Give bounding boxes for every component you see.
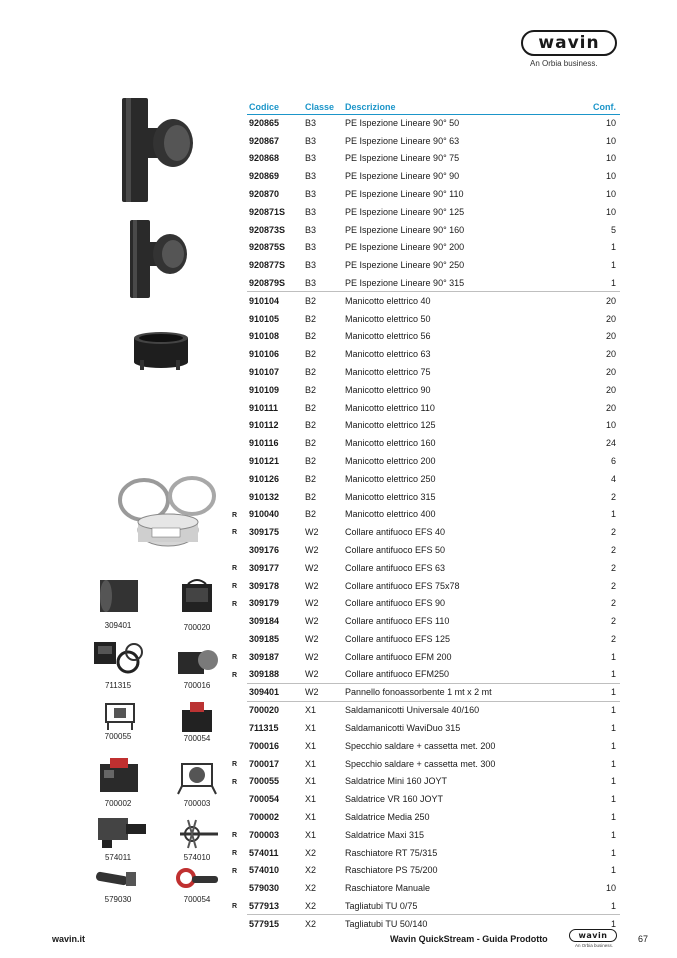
footer-guide-title: Wavin QuickStream - Guida Prodotto [390, 934, 548, 944]
table-row [247, 167, 620, 185]
cell-code: 309178 [249, 580, 280, 591]
cell-description: Raschiatore RT 75/315 [345, 847, 438, 858]
table-row [247, 684, 620, 702]
cell-class: W2 [305, 545, 319, 556]
cell-class: W2 [303, 684, 343, 702]
scraper-rt-image [96, 812, 148, 852]
table-row [247, 239, 620, 257]
cell-class: X1 [303, 701, 343, 719]
cell-description: Tagliatubi TU 0/75 [345, 900, 418, 911]
table-row [247, 506, 620, 524]
cell-class: X2 [305, 847, 317, 858]
waviduo-welder-image [90, 638, 146, 678]
footer-logo [569, 929, 617, 942]
cell-description: PE Ispezione Lineare 90° 125 [345, 206, 465, 217]
table-row [247, 150, 620, 168]
cell-class: X1 [305, 794, 317, 805]
cell-conf: 1 [610, 669, 616, 680]
table-header [247, 102, 620, 114]
cell-class: W2 [305, 634, 319, 644]
cell-description: Manicotto elettrico 63 [345, 349, 431, 360]
cell-code: 910107 [249, 367, 280, 378]
cell-description: Saldatrice Maxi 315 [345, 829, 425, 840]
cell-conf: 20 [605, 331, 616, 342]
vr-welder-image [180, 700, 214, 734]
cell-conf: 10 [605, 883, 616, 894]
caption-700054-b: 700054 [183, 895, 211, 904]
cell-description: Saldamanicotti Universale 40/160 [343, 701, 573, 719]
table-row [247, 630, 620, 648]
cell-code: 574010 [249, 865, 280, 876]
header-description: Descrizione [343, 102, 573, 114]
table-row [247, 772, 620, 790]
cell-conf: 1 [610, 776, 616, 787]
cell-class: B2 [305, 349, 317, 360]
cell-conf: 4 [610, 473, 616, 484]
cell-code: 711315 [249, 722, 279, 733]
cell-conf: 2 [610, 562, 616, 573]
table-row [247, 185, 620, 203]
cell-description: Saldatrice VR 160 JOYT [345, 794, 444, 805]
cell-description: Collare antifuoco EFS 63 [345, 562, 446, 573]
caption-574011: 574011 [104, 853, 132, 862]
cell-conf: 5 [610, 224, 616, 235]
cell-code: 910108 [249, 331, 280, 342]
cell-class: B2 [305, 313, 317, 324]
cell-description: PE Ispezione Lineare 90° 63 [345, 135, 460, 146]
cell-description: Tagliatubi TU 50/140 [343, 915, 573, 933]
revision-mark: R [232, 654, 238, 661]
revision-mark: R [232, 600, 238, 608]
table-row [247, 221, 620, 239]
wavin-logo [521, 30, 617, 56]
cell-code: 577915 [247, 915, 303, 933]
pipe-cutter-image [174, 866, 220, 892]
cell-code: 309175 [249, 527, 280, 538]
cell-code: 309401 [247, 684, 303, 702]
coupler-welder-image [176, 576, 218, 618]
cell-description: Collare antifuoco EFM250 [345, 669, 450, 680]
cell-class: B2 [305, 402, 317, 413]
table-row [247, 488, 620, 506]
cell-description: Manicotto elettrico 40 [343, 292, 573, 310]
caption-574010: 574010 [183, 853, 211, 862]
cell-description: Manicotto elettrico 315 [345, 491, 436, 502]
cell-conf: 10 [605, 118, 616, 129]
product-table [247, 102, 620, 933]
cell-description: Manicotto elettrico 56 [345, 331, 431, 342]
cell-description: Manicotto elettrico 400 [345, 509, 436, 520]
cell-conf: 1 [610, 509, 616, 520]
revision-mark: R [232, 565, 238, 572]
cell-conf: 10 [605, 135, 616, 146]
inspection-tee-image [118, 98, 198, 202]
cell-class: B3 [305, 189, 317, 200]
table-row [247, 755, 620, 773]
cell-conf: 1 [610, 811, 616, 822]
revision-mark: R [232, 867, 238, 875]
cell-conf: 20 [605, 349, 616, 360]
cell-description: Collare antifuoco EFS 90 [345, 598, 446, 609]
cell-code: 920865 [249, 118, 280, 129]
caption-579030: 579030 [104, 895, 132, 904]
cell-conf: 10 [605, 153, 616, 164]
cell-code: 700002 [249, 811, 280, 822]
cell-class: X1 [305, 758, 317, 769]
cell-class: W2 [305, 616, 319, 627]
cell-conf: 1 [610, 260, 616, 271]
cell-code: 910105 [249, 313, 280, 324]
table-row [247, 274, 620, 292]
table-row [247, 345, 620, 363]
cell-code: 910112 [249, 420, 279, 431]
cell-description: Saldatrice Mini 160 JOYT [345, 776, 448, 787]
inspection-tee-small-image [126, 220, 192, 298]
cell-description: Collare antifuoco EFS 110 [345, 616, 450, 627]
table-row [247, 541, 620, 559]
mini-welder-image [102, 700, 138, 732]
cell-class: X1 [305, 776, 317, 787]
table-row [247, 310, 620, 328]
caption-700055: 700055 [104, 732, 132, 741]
caption-711315: 711315 [104, 681, 132, 690]
cell-class: X1 [305, 722, 317, 733]
caption-700016: 700016 [183, 681, 211, 690]
cell-description: Collare antifuoco EFS 125 [345, 634, 451, 644]
table-row [247, 790, 620, 808]
cell-code: 309185 [249, 634, 280, 644]
table-row [247, 434, 620, 452]
cell-description: PE Ispezione Lineare 90° 250 [345, 260, 465, 271]
cell-code: 910104 [247, 292, 303, 310]
cell-code: 700055 [249, 776, 280, 787]
cell-conf: 1 [610, 740, 616, 751]
cell-conf: 20 [605, 402, 616, 413]
table-row [247, 523, 620, 541]
cell-conf: 10 [605, 206, 616, 217]
cell-code: 910126 [249, 473, 280, 484]
cell-class: W2 [305, 651, 319, 662]
cell-description: Saldatrice Media 250 [345, 811, 430, 822]
cell-description: Specchio saldare + cassetta met. 300 [345, 758, 496, 769]
revision-mark: R [232, 760, 238, 768]
cell-class: B3 [305, 153, 317, 164]
cell-conf: 1 [610, 829, 616, 840]
cell-code: 910109 [249, 384, 280, 395]
cell-code: 309184 [249, 616, 280, 627]
table-row [247, 844, 620, 862]
cell-code: 700017 [249, 758, 280, 769]
revision-mark: R [232, 671, 238, 679]
cell-code: 700020 [247, 701, 303, 719]
logo-text: wavin [538, 33, 600, 53]
cell-description: Manicotto elettrico 250 [345, 473, 436, 484]
cell-code: 309188 [249, 669, 280, 680]
cell-class: W2 [305, 527, 319, 538]
footer-logo-tagline: An Orbia business. [575, 943, 614, 948]
cell-class: B2 [305, 367, 317, 378]
cell-class: B3 [305, 206, 317, 217]
cell-class: B2 [305, 331, 317, 342]
caption-700003: 700003 [183, 799, 211, 808]
maxi-welder-image [176, 758, 218, 796]
electro-coupler-image [128, 330, 194, 376]
cell-conf: 10 [605, 171, 616, 182]
cell-description: Manicotto elettrico 110 [345, 402, 435, 413]
acoustic-panel-image [98, 576, 142, 616]
table-row [247, 292, 620, 310]
cell-class: W2 [305, 580, 319, 591]
cell-class: B3 [305, 242, 317, 253]
table-row [247, 595, 620, 613]
table-row [247, 399, 620, 417]
cell-class: B3 [305, 224, 317, 235]
cell-description: Collare antifuoco EFS 75x78 [345, 580, 460, 591]
table-row [247, 417, 620, 435]
cell-class: B3 [305, 171, 317, 182]
cell-conf: 1 [610, 865, 616, 876]
table-row [247, 648, 620, 666]
cell-class: B2 [303, 292, 343, 310]
cell-code: 910121 [249, 456, 280, 467]
page-number: 67 [638, 934, 649, 944]
table-row [247, 826, 620, 844]
cell-description: Saldamanicotti WaviDuo 315 [345, 722, 461, 733]
cell-conf: 2 [610, 598, 616, 609]
cell-class: B3 [305, 135, 317, 146]
cell-conf: 2 [610, 634, 616, 644]
revision-mark: R [232, 832, 238, 839]
cell-class: X2 [303, 915, 343, 933]
cell-conf: 2 [610, 616, 616, 627]
cell-code: 579030 [249, 883, 280, 894]
table-row [247, 559, 620, 577]
cell-class: B3 [305, 277, 317, 288]
table-row [247, 256, 620, 274]
cell-class: B2 [305, 491, 317, 502]
table-row [247, 701, 620, 719]
cell-description: Collare antifuoco EFS 40 [345, 527, 446, 538]
scraper-ps-image [176, 816, 222, 852]
cell-conf: 24 [605, 438, 616, 449]
table-row [247, 363, 620, 381]
cell-conf: 20 [605, 384, 616, 395]
cell-code: 309177 [249, 562, 280, 573]
cell-class: X1 [305, 740, 317, 751]
cell-description: PE Ispezione Lineare 90° 90 [345, 171, 460, 182]
cell-class: B2 [305, 384, 317, 395]
caption-700020: 700020 [183, 623, 211, 632]
cell-class: X2 [305, 883, 317, 894]
cell-class: B2 [305, 420, 317, 431]
cell-description: Manicotto elettrico 160 [345, 438, 436, 449]
table-row [247, 452, 620, 470]
cell-description: PE Ispezione Lineare 90° 75 [345, 153, 460, 164]
welding-mirror-image [176, 646, 220, 678]
logo-tagline: An Orbia business. [530, 59, 598, 68]
cell-conf: 1 [573, 915, 620, 933]
cell-conf: 1 [610, 758, 616, 769]
table-row [247, 203, 620, 221]
cell-code: 920867 [249, 135, 280, 146]
cell-conf: 10 [605, 420, 616, 431]
caption-309401: 309401 [104, 621, 132, 630]
cell-code: 920877S [249, 260, 286, 271]
caption-700054-a: 700054 [183, 734, 211, 743]
cell-class: B3 [305, 260, 317, 271]
cell-conf: 1 [610, 242, 616, 253]
table-row [247, 328, 620, 346]
cell-conf: 2 [610, 491, 616, 502]
cell-class: W2 [305, 598, 319, 609]
cell-code: 920873S [249, 224, 286, 235]
cell-code: 309176 [249, 545, 280, 556]
table-row [247, 132, 620, 150]
cell-description: Collare antifuoco EFS 50 [345, 545, 446, 556]
cell-conf: 1 [610, 277, 616, 288]
cell-description: PE Ispezione Lineare 90° 50 [345, 118, 460, 129]
cell-class: X1 [305, 811, 317, 822]
cell-conf: 20 [573, 292, 620, 310]
cell-conf: 1 [573, 684, 620, 702]
cell-code: 700003 [249, 829, 280, 840]
cell-conf: 2 [610, 545, 616, 556]
cell-class: B2 [305, 473, 317, 484]
cell-code: 920870 [249, 189, 280, 200]
cell-description: PE Ispezione Lineare 90° 110 [345, 189, 464, 200]
cell-code: 309179 [249, 598, 280, 609]
table-row [247, 666, 620, 684]
table-row [247, 808, 620, 826]
cell-class: W2 [305, 669, 319, 680]
table-row [247, 381, 620, 399]
cell-code: 920871S [249, 206, 286, 217]
cell-conf: 1 [573, 701, 620, 719]
cell-description: Pannello fonoassorbente 1 mt x 2 mt [343, 684, 573, 702]
header-class: Classe [303, 102, 343, 114]
footer-website[interactable]: wavin.it [52, 934, 86, 944]
table-row [247, 897, 620, 915]
cell-code: 920879S [249, 277, 286, 288]
cell-description: PE Ispezione Lineare 90° 200 [345, 242, 465, 253]
cell-class: X2 [305, 900, 317, 911]
cell-conf: 1 [610, 847, 616, 858]
cell-code: 910106 [249, 349, 280, 360]
table-row [247, 737, 620, 755]
table-row [247, 470, 620, 488]
cell-description: Raschiatore Manuale [345, 883, 431, 894]
cell-description: PE Ispezione Lineare 90° 160 [345, 224, 465, 235]
cell-code: 920869 [249, 171, 280, 182]
cell-description: Manicotto elettrico 200 [345, 456, 436, 467]
caption-700002: 700002 [104, 799, 132, 808]
cell-description: Manicotto elettrico 125 [345, 420, 436, 431]
header-code: Codice [247, 102, 303, 114]
table-row [247, 915, 620, 933]
revision-mark: R [232, 529, 238, 537]
cell-description: Manicotto elettrico 50 [345, 313, 431, 324]
cell-conf: 20 [605, 313, 616, 324]
cell-code: 920868 [249, 153, 280, 164]
cell-class: W2 [305, 562, 319, 573]
revision-mark: R [232, 582, 238, 590]
cell-class: B2 [305, 456, 317, 467]
cell-description: Manicotto elettrico 90 [345, 384, 431, 395]
table-row [247, 612, 620, 630]
cell-code: 910040 [249, 509, 280, 520]
cell-description: PE Ispezione Lineare 90° 315 [345, 277, 465, 288]
cell-class: B2 [305, 509, 317, 520]
cell-description: Manicotto elettrico 75 [345, 367, 431, 378]
cell-conf: 2 [610, 580, 616, 591]
cell-description: Specchio saldare + cassetta met. 200 [345, 740, 496, 751]
cell-code: 700054 [249, 794, 280, 805]
revision-mark: R [232, 511, 238, 519]
cell-class: B3 [305, 118, 317, 129]
cell-class: X2 [305, 865, 317, 876]
fire-collar-image [116, 472, 220, 552]
cell-conf: 1 [610, 651, 616, 662]
cell-conf: 6 [610, 456, 616, 467]
cell-class: B2 [305, 438, 317, 449]
cell-code: 910132 [249, 491, 280, 502]
cell-code: 700016 [249, 740, 280, 751]
table-row [247, 719, 620, 737]
cell-code: 577913 [249, 900, 280, 911]
cell-conf: 2 [610, 527, 616, 538]
footer-logo-text: wavin [578, 931, 608, 940]
cell-conf: 1 [610, 900, 616, 911]
header-conf: Conf. [573, 102, 620, 114]
table-row [247, 879, 620, 897]
table-row [247, 861, 620, 879]
cell-description: Collare antifuoco EFM 200 [345, 651, 452, 662]
cell-code: 910111 [249, 402, 279, 413]
revision-mark: R [232, 849, 238, 857]
table-row [247, 114, 620, 132]
revision-mark: R [232, 903, 238, 911]
cell-code: 309187 [249, 651, 280, 662]
cell-conf: 1 [610, 794, 616, 805]
cell-conf: 20 [605, 367, 616, 378]
cell-class: X1 [305, 829, 317, 840]
manual-scraper-image [94, 868, 140, 890]
cell-conf: 1 [610, 722, 616, 733]
media-welder-image [98, 756, 140, 796]
cell-code: 574011 [249, 847, 279, 858]
product-images [0, 0, 240, 958]
cell-conf: 10 [605, 189, 616, 200]
cell-code: 920875S [249, 242, 286, 253]
cell-description: Raschiatore PS 75/200 [345, 865, 438, 876]
table-row [247, 577, 620, 595]
revision-mark: R [232, 778, 238, 786]
cell-code: 910116 [249, 438, 279, 449]
